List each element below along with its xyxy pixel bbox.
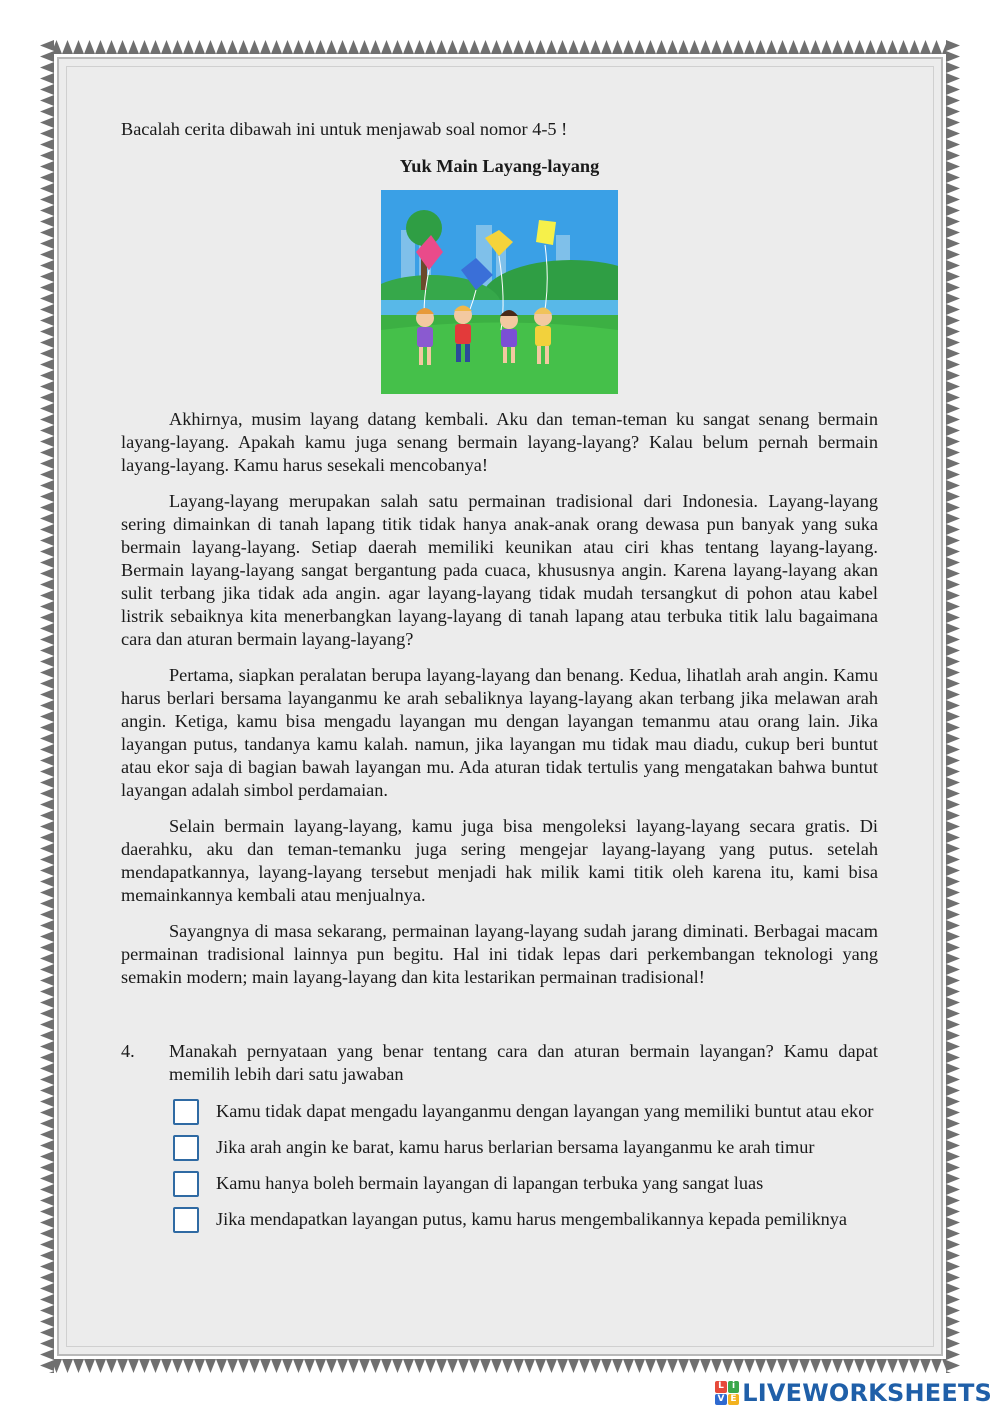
story-paragraph: Sayangnya di masa sekarang, permainan layang-layang sudah jarang diminati. Berbagai macam permainan tradisional lainnya pun begitu. Hal ini tidak lepas dari perkembangan teknologi yang semakin modern; main layang-layang dan kita lestarikan permainan tradisional!: [121, 921, 878, 987]
worksheet-content: [121, 118, 878, 1244]
question-number: 4.: [121, 1041, 135, 1061]
story-paragraph: Selain bermain layang-layang, kamu juga bisa mengoleksi layang-layang secara gratis. Di daerahku, aku dan teman-temanku juga sering mengejar layang-layang yang putus. setelah mendapatkannya, layang-layang tersebut menjadi hak milik kami titik oleh karena itu, kami bisa memainkannya kembali atau menjualnya.: [121, 816, 878, 905]
question-4: [121, 1040, 878, 1086]
border-right: [946, 40, 960, 1373]
answer-option-1: [169, 1100, 878, 1123]
option-label: Kamu hanya boleh bermain layangan di lapangan terbuka yang sangat luas: [216, 1173, 764, 1193]
option-label: Kamu tidak dapat mengadu layanganmu dengan layangan yang memiliki buntut atau ekor: [216, 1101, 874, 1121]
option-checkbox[interactable]: [173, 1099, 199, 1125]
border-left: [40, 40, 54, 1373]
answer-options: [121, 1100, 878, 1231]
option-label: Jika arah angin ke barat, kamu harus berlarian bersama layanganmu ke arah timur: [216, 1137, 815, 1157]
story-paragraph: Akhirnya, musim layang datang kembali. Aku dan teman-teman ku sangat senang bermain layang-layang. Apakah kamu juga senang bermain layang-layang? Kalau belum pernah bermain layang-layang. Kamu harus sesekali mencobanya!: [121, 409, 878, 475]
border-bottom: [40, 1359, 960, 1373]
story-paragraph: Pertama, siapkan peralatan berupa layang-layang dan benang. Kedua, lihatlah arah angin. Kamu harus berlari bersama layanganmu ke arah sebaliknya layang-layang akan terbang jika melawan arah angin. Ketiga, kamu bisa mengadu layangan mu dengan layangan temanmu atau orang lain. Jika layangan putus, tandanya kamu kalah. namun, jika layangan mu tidak mau diadu, cukup beri buntut atau ekor saja di bagian bawah layangan mu. Ada aturan tidak tertulis yang mengatakan bahwa buntut layangan adalah simbol perdamaian.: [121, 665, 878, 800]
answer-option-4: [169, 1208, 878, 1231]
border-top: [40, 40, 960, 54]
option-label: Jika mendapatkan layangan putus, kamu harus mengembalikannya kepada pemiliknya: [216, 1209, 848, 1229]
option-checkbox[interactable]: [173, 1207, 199, 1233]
question-text: Manakah pernyataan yang benar tentang cara dan aturan bermain layangan? Kamu dapat memilih lebih dari satu jawaban: [169, 1041, 878, 1084]
liveworksheets-brand[interactable]: [715, 1377, 992, 1409]
kite-children-illustration: [381, 190, 618, 394]
story-title: Yuk Main Layang-layang: [399, 156, 600, 176]
answer-option-2: [169, 1136, 878, 1159]
option-checkbox[interactable]: [173, 1171, 199, 1197]
brand-name: LIVEWORKSHEETS: [742, 1379, 992, 1407]
liveworksheets-logo-icon: L i V E: [715, 1381, 739, 1405]
instruction-text: Bacalah cerita dibawah ini untuk menjawab soal nomor 4-5 !: [121, 119, 568, 139]
option-checkbox[interactable]: [173, 1135, 199, 1161]
story-paragraph: Layang-layang merupakan salah satu permainan tradisional dari Indonesia. Layang-layang sering dimainkan di tanah lapang titik tidak hanya anak-anak orang dewasa pun banyak yang suka bermain layang-layang. Setiap daerah memiliki keunikan atau ciri khas tentang layang-layang. Bermain layang-layang sangat bergantung pada cuaca, khususnya angin. Karena layang-layang akan sulit terbang jika tidak ada angin. agar layang-layang tidak mudah tersangkut di pohon atau kabel listrik sebaiknya kita menerbangkan layang-layang di tanah lapang atau terbuka titik lalu bagaimana cara dan aturan bermain layang-layang?: [121, 491, 878, 649]
answer-option-3: [169, 1172, 878, 1195]
